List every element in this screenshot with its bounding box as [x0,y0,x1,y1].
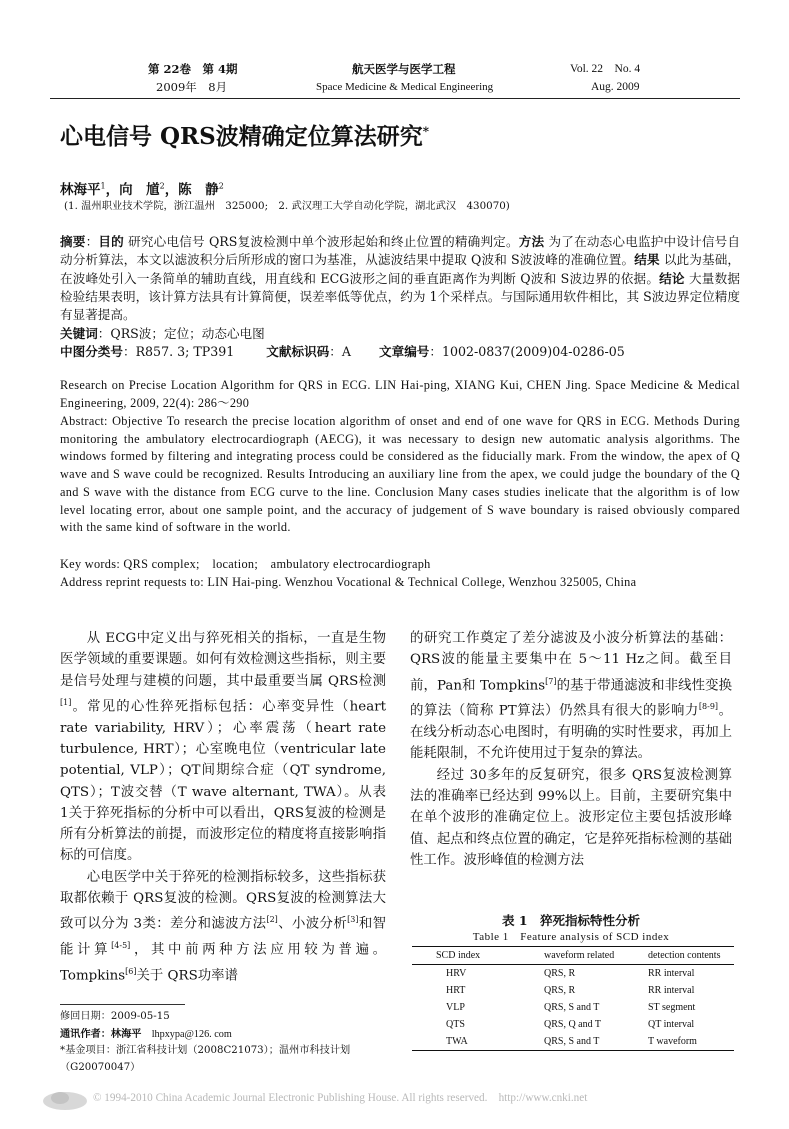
author-3-affil: 2 [218,181,224,191]
table-cell: HRT [446,985,466,996]
citation: [6] [125,966,137,976]
article-no-value: ：1002-0837(2009)04-0286-05 [429,344,625,359]
citation: [1] [60,697,72,707]
header-rule [50,98,740,99]
article-title: 心电信号 QRS波精确定位算法研究* [60,123,430,150]
table-cell: QRS, S and T [544,1002,600,1013]
method-label: 方法 [518,234,545,249]
abstract-cn: 摘要：目的 研究心电信号 QRS复波检测中单个波形起始和终止位置的精确判定。方法 为了在动态心电监护中设计信号自动分析算法，本文以滤波积分后所形成的窗口为基准，从滤波结果中提取 Q波和 S波波峰的准确位置。结果 以此为基础，在波峰处引入一条简单的辅助直线，用直线和 ECG波形之间的垂直距离作为判断 Q波和 S波边界的依据。结论 大量数据检验结果表明，该计算方法具有计算简便，误差率低等优点，约为 1个采样点。与国际通用软件相比，其 S波边界定位精度有显著提高。 [60,234,741,323]
table-cell: HRV [446,968,467,979]
english-reference: Research on Precise Location Algorithm for QRS in ECG. LIN Hai-ping, XIANG Kui, CHEN Jing. Space Medicine & Medical Engineering, 2009, 22(4): 286～290 [60,378,740,410]
table-row [412,965,734,983]
table-subtitle: Table 1 Feature analysis of SCD index [472,931,670,943]
table-row [412,999,734,1016]
body-column-right [410,628,732,871]
method-text: 为了在动态心电监护中设计信号自动分析算法，本文以滤波积分后所形成的窗口为基准，从滤波结果中提取 Q波和 S波波峰的准确位置。 [60,234,741,268]
classification-row [60,341,625,360]
footnote-rule [60,1004,185,1005]
date-cn: 2009年 8月 [156,80,228,94]
date-en: Aug. 2009 [591,81,640,93]
english-keywords: Key words: QRS complex; location; ambulatory electrocardiograph [60,557,431,571]
table-cell: VLP [446,1002,465,1013]
body-paragraph: 经过 30多年的反复研究，很多 QRS复波检测算法的准确率已经达到 99%以上。目前，主要研究集中在单个波形的准确定位上。波形定位主要包括波形峰值、起点和终点位置的确定，它是猝死指标检测的基础性工作。波形峰值的检测方法 [410,767,732,868]
title-fund-mark: * [422,124,430,139]
table-cell: QRS, S and T [544,1036,600,1047]
objective-text: 研究心电信号 QRS复波检测中单个波形起始和终止位置的精确判定。 [128,234,519,249]
contact-email: lhpxypa@126. com [151,1028,232,1040]
author-1: 林海平 [60,182,101,198]
result-text: 以此为基础，在波峰处引入一条简单的辅助直线，用直线和 ECG波形之间的垂直距离作为判断 Q波和 S波边界的依据。 [60,252,741,286]
table-header-cell: detection contents [648,950,721,961]
author-list [60,178,224,198]
table-header-cell: SCD index [436,950,481,961]
citation: [8-9] [698,702,719,712]
table-cell: QRS, R [544,968,576,979]
conclusion-text: 大量数据检验结果表明，该计算方法具有计算简便，误差率低等优点，约为 1个采样点。与国际通用软件相比，其 S波边界定位精度有显著提高。 [60,270,740,323]
received-date: 修回日期：2009-05-15 [60,1011,170,1022]
volume-issue-en: Vol. 22 No. 4 [570,63,641,75]
copyright-notice: © 1994-2010 China Academic Journal Electronic Publishing House. All rights reserved. http://www.cnki.net [93,1092,588,1104]
citation: [7] [545,676,557,686]
table-title: 表 1 猝死指标特性分析 [501,913,641,928]
english-address: Address reprint requests to: LIN Hai-ping. Wenzhou Vocational & Technical College, Wenzhou 325005, China [60,575,637,589]
table-cell: TWA [446,1036,468,1047]
contact-label: 通讯作者：林海平 [60,1027,152,1040]
scd-feature-table [412,946,734,1051]
abstract-label: 摘要 [60,234,86,249]
table-cell: QTS [446,1019,465,1030]
publisher-logo-icon [40,1083,90,1113]
english-abstract: Abstract: Objective To research the precise location algorithm of onset and end of one wave for QRS in ECG. Methods During monitoring the ambulatory electrocardiograph (AECG), it was necessary to design new automatic analysis algorithms. The windows formed by filtering and integrating process could be considered as the fiducially mark. From the window, the apex of Q wave and S wave could be recognized. Results Introducing an auxiliary line from the apex, we could judge the boundary of the Q and S wave with the distance from ECG curve to the line. Conclusion Many cases studies inelicate that the algorithm is of low level locating error, about one sample point, and the accuracy of judgement of S wave boundary is raised obviously compared with the same kind of software in the world. [60,414,740,535]
table-cell: QRS, R [544,985,576,996]
author-1-affil: 1 [100,181,106,191]
table-row [412,1016,734,1033]
keywords-text: ：QRS波；定位；动态心电图 [97,326,265,341]
keywords-cn [60,323,265,342]
result-label: 结果 [634,252,660,268]
objective-label: 目的 [98,234,124,249]
body-paragraph: 从 ECG中定义出与猝死相关的指标，一直是生物医学领域的重要课题。如何有效检测这些指标，则主要是信号处理与建模的问题，其中最重要当属 QRS检测[1]。常见的心性猝死指标包括：心率变异性（heart rate variability, HRV）；心率震荡（heart rate turbulence, HRT）；心室晚电位（ventricular late potential, VLP）；QT间期综合症（QT syndrome, QTS）；T波交替（T wave alternant, TWA）。从表 1关于猝死指标的分析中可以看出，QRS复波的检测是所有分析算法的前提，而波形定位的精度将直接影响指标的可信度。 [60,631,386,864]
citation: [4-5] [111,941,131,951]
citation: [2] [266,915,278,925]
table-header-cell: waveform related [544,950,615,961]
affiliations: (1. 温州职业技术学院，浙江温州 325000; 2. 武汉理工大学自动化学院，湖北武汉 430070) [64,200,510,212]
doc-code-value: ：A [329,344,351,359]
table-cell: RR interval [648,968,695,979]
doc-code-label: 文献标识码 [266,344,330,359]
clc-value: ：R857. 3; TP391 [122,344,235,359]
table-cell: QT interval [648,1019,695,1030]
clc-label: 中图分类号 [60,344,123,359]
author-2-affil: 2 [159,181,165,191]
citation: [3] [347,915,359,925]
conclusion-label: 结论 [659,270,685,286]
body-column-left [60,628,386,987]
table-header-row [412,947,734,965]
volume-issue-cn: 第 22卷 第 4期 [148,62,238,76]
keywords-label: 关键词 [60,326,98,341]
body-paragraph: 心电医学中关于猝死的检测指标较多，这些指标获取都依赖于 QRS复波的检测。QRS复波的检测算法大致可以分为 3类：差分和滤波方法[2]、小波分析[3]和智能计算[4-5]，其中前两种方法应用较为普遍。Tompkins[6]关于 QRS功率谱 [60,869,387,984]
table-cell: T waveform [648,1036,697,1047]
body-paragraph: 的研究工作奠定了差分滤波及小波分析算法的基础：QRS波的能量主要集中在 5～11 Hz之间。截至目前，Pan和 Tompkins[7]的基于带通滤波和非线性变换的算法（简称 PT算法）仍然具有很大的影响力[8-9]。在线分析动态心电图时，有明确的实时性要求，再加上能耗限制，不允许使用过于复杂的算法。 [410,631,733,762]
corresponding-author [60,1026,380,1044]
author-2: ，向 馗 [105,182,160,198]
fund-info: *基金项目：浙江省科技计划（2008C21073）；温州市科技计划（G20070047） [60,1045,351,1073]
table-row [412,982,734,999]
table-cell: QRS, Q and T [544,1019,602,1030]
table-row [412,1033,734,1051]
table-cell: RR interval [648,985,695,996]
footnotes [60,1009,380,1076]
table-cell: ST segment [648,1002,696,1013]
author-3: ，陈 静 [164,182,219,198]
article-no-label: 文章编号 [379,344,430,359]
journal-title-en: Space Medicine & Medical Engineering [316,81,494,93]
journal-title-cn: 航天医学与医学工程 [352,62,456,76]
